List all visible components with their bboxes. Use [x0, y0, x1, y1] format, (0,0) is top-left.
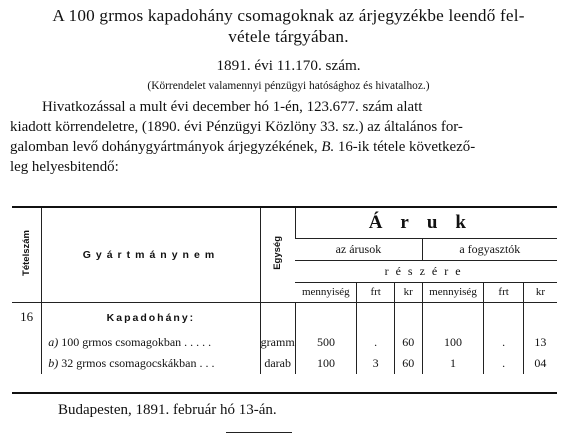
header-tetelszam: Tételszám [21, 229, 33, 276]
row-b-arusok-kr: 60 [394, 353, 422, 374]
header-aruk: Áruk [295, 208, 557, 238]
body-line-3-em: B. [321, 139, 335, 155]
row-b-unit: darab [260, 353, 295, 374]
body-line-3 [10, 137, 566, 157]
title-line-1: A 100 grmos kapadohány csomagoknak az árjegyzékbe leendő fel- [52, 6, 525, 25]
closing-rule [226, 432, 292, 433]
body-line-1: Hivatkozással a mult évi december hó 1-én, 123.677. szám alatt [42, 99, 423, 115]
table-row [12, 332, 557, 353]
body-line-2: kiadott körrendeletre, (1890. évi Pénzügyi Közlöny 33. sz.) az általános for- [10, 119, 463, 135]
group-name: Kapadohány: [42, 302, 260, 332]
header-reszere: részére [295, 260, 557, 282]
subheader-frt-1: frt [357, 282, 395, 302]
row-a-unit: gramm [260, 332, 295, 353]
subheader-frt-2: frt [484, 282, 523, 302]
row-a-fogy-frt: . [484, 332, 523, 353]
header-egyseg: Egység [260, 208, 295, 302]
row-a-arusok-mennyiseg: 500 [295, 332, 357, 353]
header-gyartmanynem: Gyártmánynem [42, 208, 260, 302]
table-row [12, 353, 557, 374]
group-number: 16 [12, 302, 42, 332]
subheader-kr-2: kr [523, 282, 557, 302]
row-a-fogy-kr: 13 [523, 332, 557, 353]
header-fogyasztok: a fogyasztók [422, 238, 557, 260]
subheader-mennyiseg-2: mennyiség [422, 282, 484, 302]
row-b-fogy-kr: 04 [523, 353, 557, 374]
row-a-fogy-mennyiseg: 100 [422, 332, 484, 353]
subheader-mennyiseg-1: mennyiség [295, 282, 357, 302]
row-a-name: a) 100 grmos csomagokban . . . . . [42, 332, 260, 353]
closing-date: Budapesten, 1891. február hó 13-án. [58, 402, 277, 418]
subheader-kr-1: kr [394, 282, 422, 302]
body-line-4: leg helyesbitendő: [10, 159, 119, 175]
row-b-fogy-mennyiseg: 1 [422, 353, 484, 374]
header-arusok: az árusok [295, 238, 422, 260]
title-line-2: vétele tárgyában. [228, 27, 349, 46]
body-line-3-pre: galomban levő dohánygyártmányok árjegyzékének, [10, 139, 322, 155]
decree-note: (Körrendelet valamennyi pénzügyi hatósághoz és hivatalhoz.) [147, 80, 430, 92]
row-a-arusok-kr: 60 [394, 332, 422, 353]
decree-number: 1891. évi 11.170. szám. [216, 57, 361, 74]
row-b-name: b) 32 grmos csomagocskákban . . . [42, 353, 260, 374]
row-b-fogy-frt: . [484, 353, 523, 374]
body-line-3-post: 16-ik tétele következő- [334, 139, 476, 155]
price-table [12, 208, 557, 374]
row-a-arusok-frt: . [357, 332, 395, 353]
row-b-arusok-frt: 3 [357, 353, 395, 374]
row-b-arusok-mennyiseg: 100 [295, 353, 357, 374]
